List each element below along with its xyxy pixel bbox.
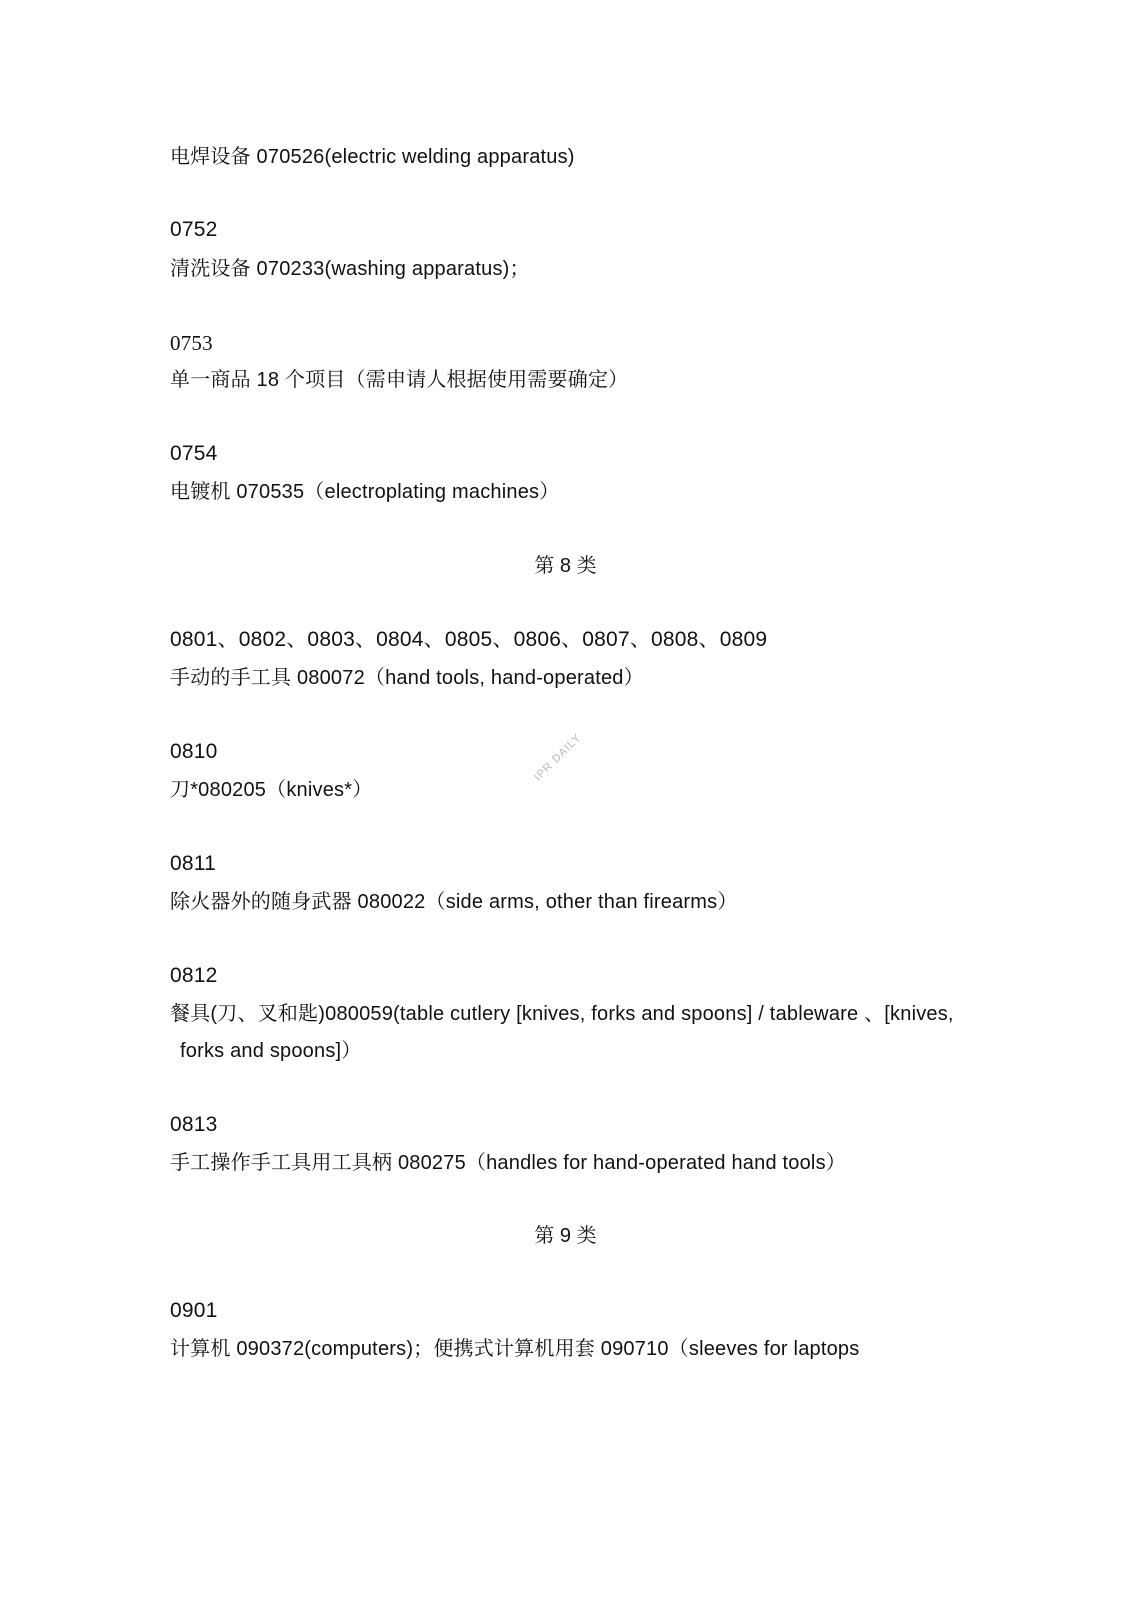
entry-code-0801-0809: 0801、0802、0803、0804、0805、0806、0807、0808、0809 (170, 628, 768, 651)
entry-0801-desc: 手动的手工具 080072（hand tools, hand-operated） (170, 667, 644, 689)
class-8-heading: 第 8 类 (534, 555, 597, 577)
entry-0812-desc-continued: forks and spoons]） (180, 1040, 362, 1062)
entry-code-0812: 0812 (170, 964, 218, 987)
entry-0751-desc: 电焊设备 070526(electric welding apparatus) (170, 146, 575, 168)
entry-code-0901: 0901 (170, 1299, 218, 1322)
entry-0813-desc: 手工操作手工具用工具柄 080275（handles for hand-operated hand tools） (170, 1152, 846, 1174)
entry-0753-desc: 单一商品 18 个项目（需申请人根据使用需要确定） (170, 369, 629, 391)
class-9-heading: 第 9 类 (534, 1225, 597, 1247)
entry-0812-desc: 餐具(刀、叉和匙)080059(table cutlery [knives, forks and spoons] / tableware 、[knives, (170, 1003, 954, 1025)
entry-0901-desc: 计算机 090372(computers)；便携式计算机用套 090710（sleeves for laptops (170, 1338, 860, 1360)
entry-code-0813: 0813 (170, 1113, 218, 1136)
watermark: IPR DAILY (532, 731, 584, 784)
entry-0810-desc: 刀*080205（knives*） (170, 779, 373, 801)
entry-0752-desc: 清洗设备 070233(washing apparatus)； (170, 258, 530, 280)
entry-code-0811: 0811 (170, 852, 216, 875)
entry-code-0754: 0754 (170, 442, 218, 465)
entry-0754-desc: 电镀机 070535（electroplating machines） (170, 481, 560, 503)
entry-code-0810: 0810 (170, 740, 218, 763)
entry-0811-desc: 除火器外的随身武器 080022（side arms, other than firearms） (170, 891, 738, 913)
entry-code-0752: 0752 (170, 218, 218, 241)
entry-code-0753: 0753 (170, 331, 213, 355)
